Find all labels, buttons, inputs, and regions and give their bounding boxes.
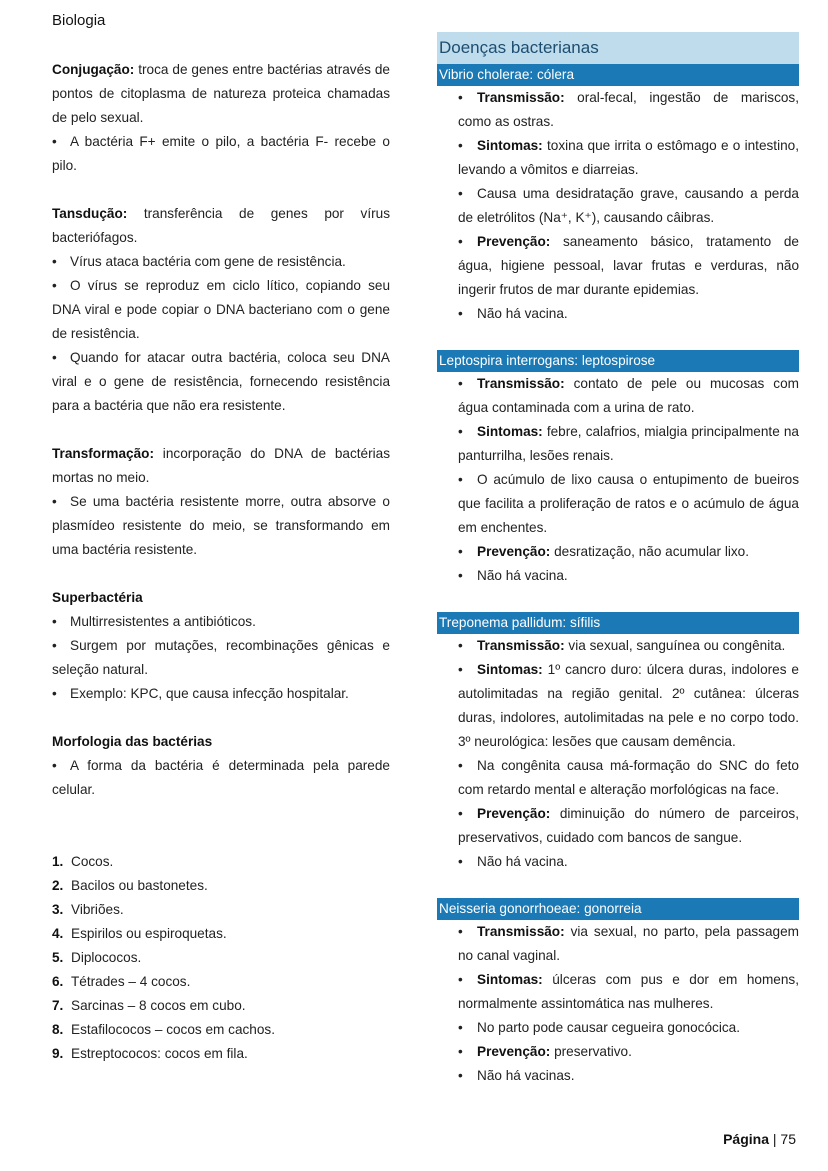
bullet-icon: • <box>458 568 463 583</box>
bullet: • Transmissão: oral-fecal, ingestão de mariscos, como as ostras. <box>437 86 799 134</box>
disease-header: Vibrio cholerae: cólera <box>437 64 799 86</box>
bullet: • Prevenção: diminuição do número de parceiros, preservativos, cuidado com bancos de sangue. <box>437 802 799 850</box>
bullet-icon: • <box>52 350 57 365</box>
morfologia-title: Morfologia das bactérias <box>52 734 213 749</box>
bullet-icon: • <box>52 638 57 653</box>
bullet-icon: • <box>52 494 57 509</box>
bullet: • Quando for atacar outra bactéria, coloca seu DNA viral e o gene de resistência, fornecendo resistência para a bactéria que não era resistente. <box>52 346 390 418</box>
bullet: • A bactéria F+ emite o pilo, a bactéria F- recebe o pilo. <box>52 130 390 178</box>
bullet: • A forma da bactéria é determinada pela parede celular. <box>52 754 390 802</box>
term-label: Conjugação: <box>52 62 135 77</box>
bullet-icon: • <box>52 134 57 149</box>
section-title: Doenças bacterianas <box>437 32 799 64</box>
bullet-icon: • <box>458 1068 463 1083</box>
transducao-paragraph <box>52 202 390 250</box>
bullet: • O acúmulo de lixo causa o entupimento de bueiros que facilita a proliferação de ratos e o acúmulo de água em enchentes. <box>437 468 799 540</box>
bullet-icon: • <box>458 972 463 987</box>
disease-header: Treponema pallidum: sífilis <box>437 612 799 634</box>
page-footer: Página | 75 <box>723 1131 796 1147</box>
bullet-icon: • <box>458 1044 463 1059</box>
list-item: 7. Sarcinas – 8 cocos em cubo. <box>52 998 246 1013</box>
bullet-icon: • <box>458 638 463 653</box>
page-label: Página <box>723 1131 769 1147</box>
bullet-icon: • <box>52 614 57 629</box>
bullet-icon: • <box>458 90 463 105</box>
list-item: 9. Estreptococos: cocos em fila. <box>52 1046 248 1061</box>
bullet: • Sintomas: toxina que irrita o estômago e o intestino, levando a vômitos e diarreias. <box>437 134 799 182</box>
list-item: 2. Bacilos ou bastonetes. <box>52 878 208 893</box>
term-label: Tansdução: <box>52 206 128 221</box>
bullet: • Transmissão: via sexual, no parto, pela passagem no canal vaginal. <box>437 920 799 968</box>
bullet: • Na congênita causa má-formação do SNC do feto com retardo mental e alteração morfológicas na face. <box>437 754 799 802</box>
bullet-icon: • <box>458 806 463 821</box>
bullet: • Prevenção: desratização, não acumular lixo. <box>437 540 799 564</box>
bullet-icon: • <box>458 854 463 869</box>
disease-header: Neisseria gonorrhoeae: gonorreia <box>437 898 799 920</box>
superbacteria-title: Superbactéria <box>52 590 143 605</box>
morphology-list <box>52 850 390 1066</box>
bullet-icon: • <box>458 544 463 559</box>
bullet: • Não há vacina. <box>437 564 799 588</box>
list-item: 4. Espirilos ou espiroquetas. <box>52 926 227 941</box>
list-item: 1. Cocos. <box>52 854 114 869</box>
bullet: • Prevenção: preservativo. <box>437 1040 799 1064</box>
bullet: • Sintomas: 1º cancro duro: úlcera duras, indolores e autolimitadas na região genital. 2º cutânea: úlceras duras, indolores, autolimitadas na pele e no corpo todo. 3º neurológica: lesões que causam demência. <box>437 658 799 754</box>
list-item: 3. Vibriões. <box>52 902 124 917</box>
bullet: • Prevenção: saneamento básico, tratamento de água, higiene pessoal, lavar frutas e verduras, não ingerir frutos de mar durante epidemias. <box>437 230 799 302</box>
bullet: • Transmissão: via sexual, sanguínea ou congênita. <box>437 634 799 658</box>
bullet-icon: • <box>458 138 463 153</box>
bullet-icon: • <box>458 758 463 773</box>
bullet-icon: • <box>458 234 463 249</box>
bullet: • Surgem por mutações, recombinações gênicas e seleção natural. <box>52 634 390 682</box>
bullet-icon: • <box>458 924 463 939</box>
bullet: • Sintomas: febre, calafrios, mialgia principalmente na panturrilha, lesões renais. <box>437 420 799 468</box>
disease-header: Leptospira interrogans: leptospirose <box>437 350 799 372</box>
transformacao-paragraph <box>52 442 390 490</box>
bullet: • O vírus se reproduz em ciclo lítico, copiando seu DNA viral e pode copiar o DNA bacteriano com o gene de resistência. <box>52 274 390 346</box>
right-column <box>437 32 799 1088</box>
term-text: troca de genes entre bactérias através de pontos de citoplasma de natureza proteica chamadas de pelo sexual. <box>52 62 390 125</box>
bullet: • Se uma bactéria resistente morre, outra absorve o plasmídeo resistente do meio, se transformando em uma bactéria resistente. <box>52 490 390 562</box>
bullet: • Vírus ataca bactéria com gene de resistência. <box>52 250 390 274</box>
bullet-icon: • <box>458 1020 463 1035</box>
running-header: Biologia <box>52 12 106 29</box>
list-item: 8. Estafilococos – cocos em cachos. <box>52 1022 275 1037</box>
conjugacao-paragraph <box>52 58 390 130</box>
bullet: • Não há vacina. <box>437 302 799 326</box>
bullet-icon: • <box>52 278 57 293</box>
bullet-icon: • <box>458 376 463 391</box>
bullet-icon: • <box>458 424 463 439</box>
bullet-icon: • <box>52 686 57 701</box>
bullet-icon: • <box>458 472 463 487</box>
left-column <box>52 58 390 1066</box>
bullet: • Causa uma desidratação grave, causando a perda de eletrólitos (Na⁺, K⁺), causando câibras. <box>437 182 799 230</box>
term-text: transferência de genes por vírus bacteriófagos. <box>52 206 390 245</box>
bullet-icon: • <box>458 186 463 201</box>
bullet-icon: • <box>52 758 57 773</box>
bullet: • Transmissão: contato de pele ou mucosas com água contaminada com a urina de rato. <box>437 372 799 420</box>
bullet: • Não há vacinas. <box>437 1064 799 1088</box>
bullet: • Não há vacina. <box>437 850 799 874</box>
bullet: • No parto pode causar cegueira gonocócica. <box>437 1016 799 1040</box>
bullet: • Sintomas: úlceras com pus e dor em homens, normalmente assintomática nas mulheres. <box>437 968 799 1016</box>
bullet-icon: • <box>458 662 463 677</box>
page-number: 75 <box>780 1131 796 1147</box>
bullet-icon: • <box>52 254 57 269</box>
bullet: • Multirresistentes a antibióticos. <box>52 610 390 634</box>
list-item: 5. Diplococos. <box>52 950 142 965</box>
term-text: incorporação do DNA de bactérias mortas no meio. <box>52 446 390 485</box>
bullet: • Exemplo: KPC, que causa infecção hospitalar. <box>52 682 390 706</box>
term-label: Transformação: <box>52 446 154 461</box>
list-item: 6. Tétrades – 4 cocos. <box>52 974 191 989</box>
bullet-icon: • <box>458 306 463 321</box>
